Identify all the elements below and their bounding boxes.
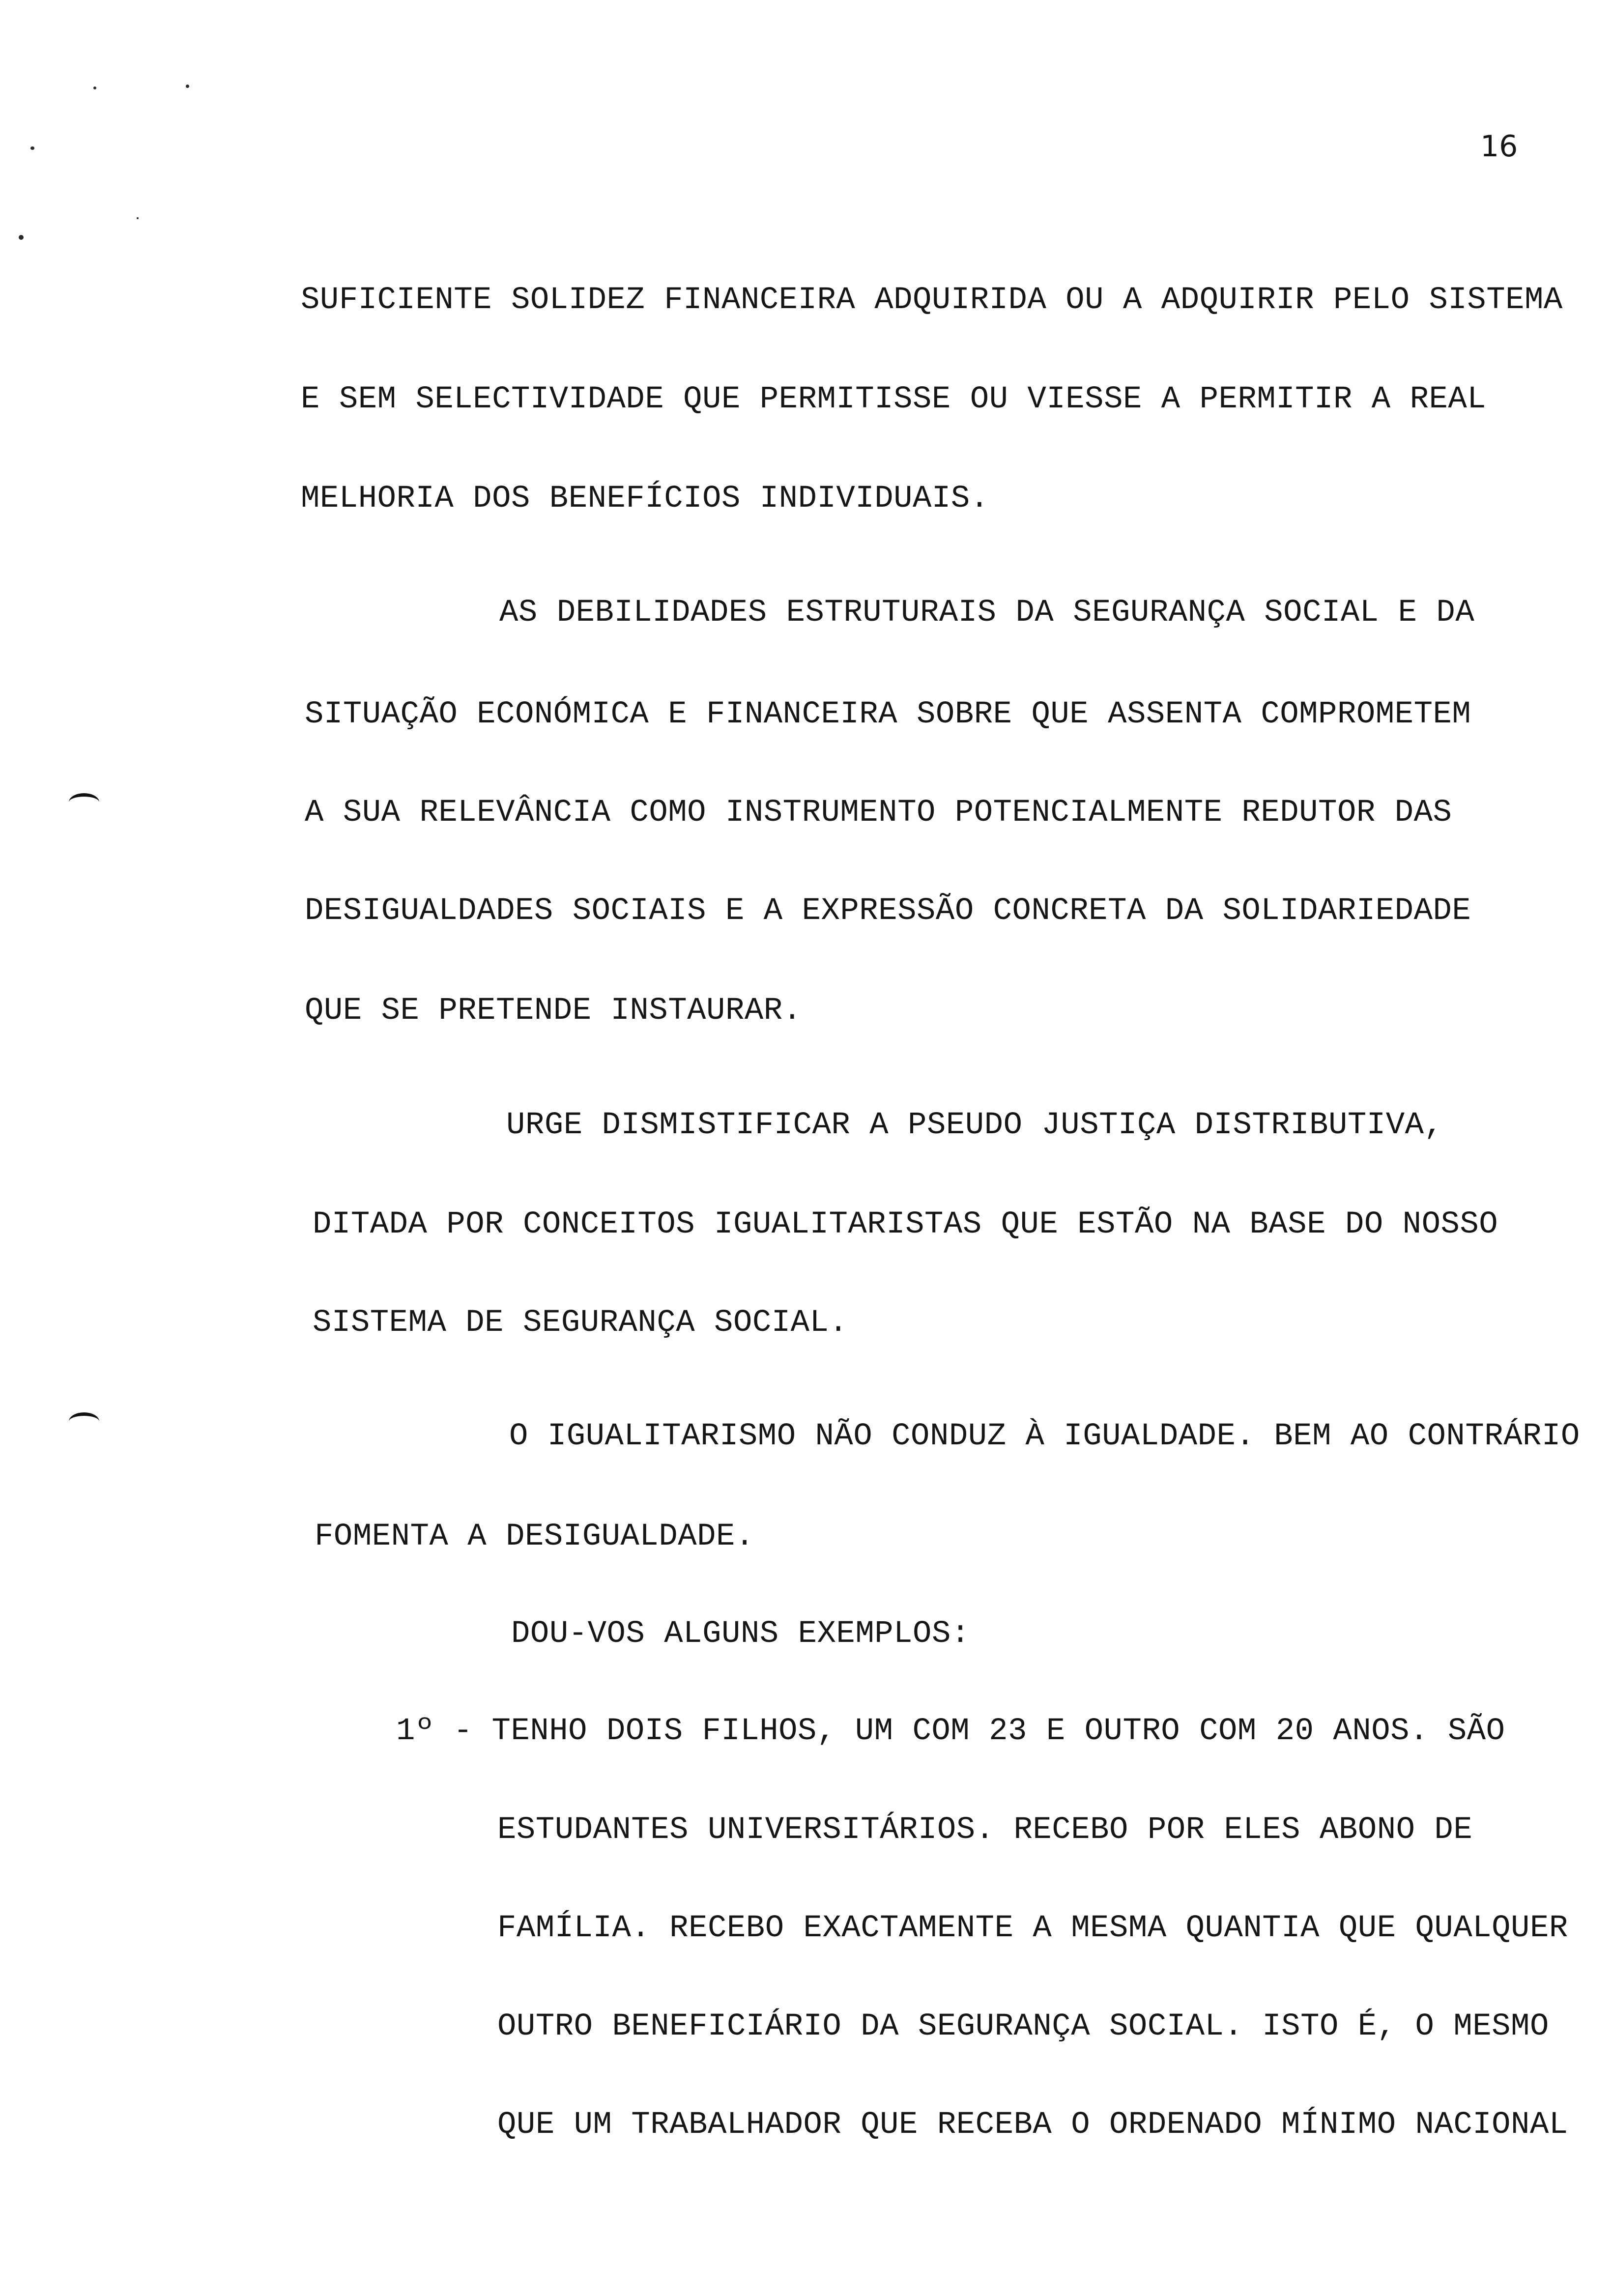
text-line: E SEM SELECTIVIDADE QUE PERMITISSE OU VIESSE A PERMITIR A REAL (301, 382, 1487, 417)
text-line: A SUA RELEVÂNCIA COMO INSTRUMENTO POTENCIALMENTE REDUTOR DAS (305, 795, 1452, 831)
paragraph-start-line: O IGUALITARISMO NÃO CONDUZ À IGUALDADE. BEM AO CONTRÁRIO (509, 1419, 1580, 1454)
text-line: MELHORIA DOS BENEFÍCIOS INDIVIDUAIS. (301, 481, 989, 517)
list-item-continuation: FAMÍLIA. RECEBO EXACTAMENTE A MESMA QUANTIA QUE QUALQUER (497, 1911, 1568, 1946)
list-item-continuation: ESTUDANTES UNIVERSITÁRIOS. RECEBO POR ELES ABONO DE (497, 1812, 1473, 1848)
scan-speck (30, 146, 34, 150)
text-line: SUFICIENTE SOLIDEZ FINANCEIRA ADQUIRIDA OU A ADQUIRIR PELO SISTEMA (301, 283, 1563, 318)
scan-speck (186, 85, 189, 88)
margin-punch-mark (69, 1412, 99, 1431)
paragraph-start-line: DOU-VOS ALGUNS EXEMPLOS: (511, 1616, 970, 1652)
scan-speck (137, 217, 139, 219)
paragraph-start-line: AS DEBILIDADES ESTRUTURAIS DA SEGURANÇA SOCIAL E DA (499, 595, 1475, 631)
text-line: DESIGUALDADES SOCIAIS E A EXPRESSÃO CONCRETA DA SOLIDARIEDADE (305, 893, 1471, 929)
text-line: DITADA POR CONCEITOS IGUALITARISTAS QUE ESTÃO NA BASE DO NOSSO (313, 1207, 1498, 1242)
margin-punch-mark (69, 793, 99, 811)
text-line: SISTEMA DE SEGURANÇA SOCIAL. (313, 1305, 848, 1341)
text-line: FOMENTA A DESIGUALDADE. (315, 1519, 754, 1554)
page-number: 16 (1480, 129, 1518, 164)
text-line: SITUAÇÃO ECONÓMICA E FINANCEIRA SOBRE QUE ASSENTA COMPROMETEM (305, 697, 1471, 732)
list-item-line: 1º - TENHO DOIS FILHOS, UM COM 23 E OUTRO COM 20 ANOS. SÃO (396, 1714, 1505, 1749)
list-item-continuation: QUE UM TRABALHADOR QUE RECEBA O ORDENADO MÍNIMO NACIONAL (497, 2107, 1568, 2143)
text-line: QUE SE PRETENDE INSTAURAR. (305, 993, 802, 1029)
scan-speck (93, 86, 96, 89)
scan-speck (19, 235, 24, 240)
list-item-continuation: OUTRO BENEFICIÁRIO DA SEGURANÇA SOCIAL. ISTO É, O MESMO (497, 2009, 1549, 2044)
paragraph-start-line: URGE DISMISTIFICAR A PSEUDO JUSTIÇA DISTRIBUTIVA, (506, 1108, 1443, 1143)
